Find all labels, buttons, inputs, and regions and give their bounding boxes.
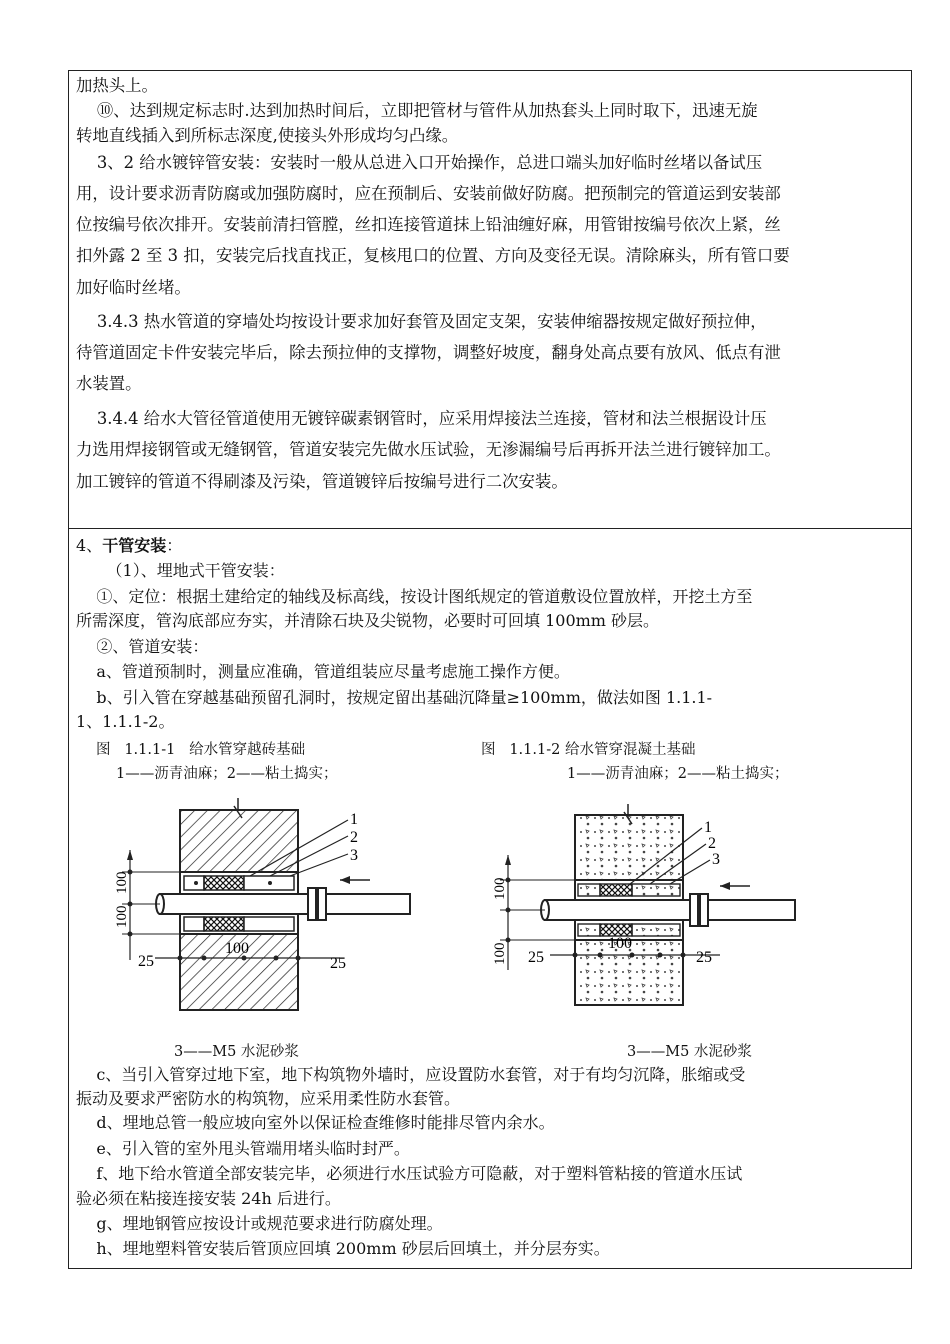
text-line: h、埋地塑料管安装后管顶应回填 200mm 砂层后回填土，并分层夯实。 bbox=[76, 1239, 610, 1258]
heading-colon: ： bbox=[166, 536, 183, 555]
table-row-divider bbox=[68, 528, 912, 529]
label-3: 3 bbox=[712, 851, 720, 868]
text-line: 所需深度，管沟底部应夯实，并清除石块及尖锐物，必要时可回填 100mm 砂层。 bbox=[76, 611, 660, 630]
figure-1-title: 图 1.1.1-1 给水管穿越砖基础 bbox=[96, 742, 306, 758]
dim-100-width: 100 bbox=[608, 935, 632, 952]
text-line: 3、2 给水镀锌管安装：安装时一般从总进入口开始操作，总进口端头加好临时丝堵以备试压 bbox=[76, 153, 763, 172]
text-line: 加工镀锌的管道不得刷漆及污染，管道镀锌后按编号进行二次安装。 bbox=[76, 472, 568, 491]
label-1: 1 bbox=[704, 819, 712, 836]
dim-100-width: 100 bbox=[225, 940, 249, 957]
text-line: g、埋地钢管应按设计或规范要求进行防腐处理。 bbox=[76, 1214, 443, 1233]
dim-100-bottom: 100 bbox=[114, 905, 130, 928]
text-line: d、埋地总管一般应坡向室外以保证检查维修时能排尽管内余水。 bbox=[76, 1113, 555, 1132]
dim-25-left: 25 bbox=[528, 949, 544, 966]
text-line: 3.4.3 热水管道的穿墙处均按设计要求加好套管及固定支架，安装伸缩器按规定做好预拉伸， bbox=[76, 312, 767, 331]
text-line: ②、管道安装： bbox=[76, 637, 209, 656]
text-line: 验必须在粘接连接安装 24h 后进行。 bbox=[76, 1189, 341, 1208]
dim-100-top: 100 bbox=[114, 871, 130, 894]
text-line: 用，设计要求沥青防腐或加强防腐时，应在预制后、安装前做好防腐。把预制完的管道运到安装部 bbox=[76, 184, 781, 203]
label-3: 3 bbox=[350, 847, 358, 864]
figure-1-legend: 1——沥青油麻；2——粘土捣实； bbox=[116, 766, 338, 782]
text-line: 位按编号依次排开。安装前清扫管膛，丝扣连接管道抹上铅油缠好麻，用管钳按编号依次上紧，丝 bbox=[76, 215, 781, 234]
text-line: b、引入管在穿越基础预留孔洞时，按规定留出基础沉降量≥100mm，做法如图 1.1.1- bbox=[76, 688, 713, 707]
text-line: 力选用焊接钢管或无缝钢管，管道安装完先做水压试验，无渗漏编号后再拆开法兰进行镀锌加工。 bbox=[76, 440, 781, 459]
figure-2-legend-3: 3——M5 水泥砂浆 bbox=[627, 1044, 752, 1060]
dim-100-bottom: 100 bbox=[492, 942, 508, 965]
text-line: f、地下给水管道全部安装完毕，必须进行水压试验方可隐蔽，对于塑料管粘接的管道水压试 bbox=[76, 1164, 743, 1183]
text-line: 1、1.1.1-2。 bbox=[76, 712, 175, 731]
text-line: a、管道预制时，测量应准确，管道组装应尽量考虑施工操作方便。 bbox=[76, 662, 570, 681]
figure-2-legend: 1——沥青油麻；2——粘土捣实； bbox=[567, 766, 789, 782]
text-line: ⑩、达到规定标志时.达到加热时间后，立即把管材与管件从加热套头上同时取下，迅速无旋 bbox=[76, 101, 758, 120]
figure-2-title: 图 1.1.1-2 给水管穿混凝土基础 bbox=[481, 742, 696, 758]
text-line: 水装置。 bbox=[76, 374, 142, 393]
text-line: 转地直线插入到所标志深度,使接头外形成均匀凸缘。 bbox=[76, 126, 459, 145]
text-line: （1）、埋地式干管安装： bbox=[76, 561, 285, 580]
heading-title: 干管安装 bbox=[102, 536, 167, 555]
heading-number: 4、 bbox=[76, 536, 103, 555]
text-line: 待管道固定卡件安装完毕后，除去预拉伸的支撑物，调整好坡度，翻身处高点要有放风、低点有泄 bbox=[76, 343, 781, 362]
dim-25-right: 25 bbox=[330, 955, 346, 972]
text-line: e、引入管的室外甩头管端用堵头临时封严。 bbox=[76, 1139, 410, 1158]
figure-1-brick-foundation-diagram bbox=[100, 790, 450, 1020]
figure-2-concrete-foundation-diagram bbox=[480, 800, 830, 1020]
dim-25-left: 25 bbox=[138, 953, 154, 970]
dim-100-top: 100 bbox=[492, 877, 508, 900]
text-line: 加好临时丝堵。 bbox=[76, 278, 191, 297]
dim-25-right: 25 bbox=[696, 949, 712, 966]
text-line: 加热头上。 bbox=[76, 76, 158, 95]
text-line: ①、定位：根据土建给定的轴线及标高线，按设计图纸规定的管道敷设位置放样，开挖土方至 bbox=[76, 587, 753, 606]
label-2: 2 bbox=[708, 835, 716, 852]
label-2: 2 bbox=[350, 829, 358, 846]
text-line: 扣外露 2 至 3 扣，安装完后找直找正，复核甩口的位置、方向及变径无误。清除麻头，所有管口要 bbox=[76, 246, 790, 265]
figure-1-legend-3: 3——M5 水泥砂浆 bbox=[174, 1044, 299, 1060]
section-heading bbox=[76, 536, 182, 556]
text-line: c、当引入管穿过地下室，地下构筑物外墙时，应设置防水套管，对于有均匀沉降，胀缩或受 bbox=[76, 1065, 746, 1084]
label-1: 1 bbox=[350, 811, 358, 828]
text-line: 振动及要求严密防水的构筑物，应采用柔性防水套管。 bbox=[76, 1089, 461, 1108]
text-line: 3.4.4 给水大管径管道使用无镀锌碳素钢管时，应采用焊接法兰连接，管材和法兰根据设计压 bbox=[76, 409, 767, 428]
